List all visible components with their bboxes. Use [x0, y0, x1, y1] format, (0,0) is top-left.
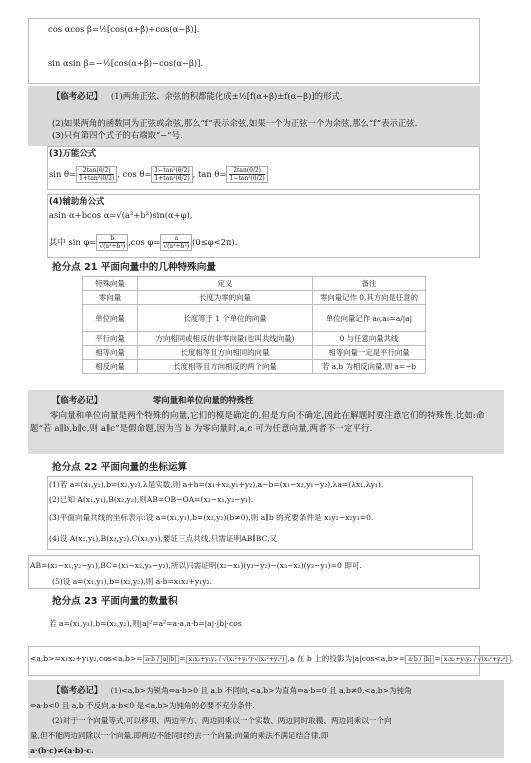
cos-product-formula: cos αcos β=½[cos(α+β)+cos(α−β)]. [48, 24, 200, 34]
cos-theta-fraction [151, 166, 192, 183]
point22-line5: AB=(x₂−x₁,y₂−y₁),BC=(x₃−x₂,y₃−y₂),所以只需证明(x₂−x₁)(y₃−y₂)−(x₃−x₂)(y₂−y₁)=0 即可. [30, 561, 362, 570]
cos-angle-fraction: a·b / |a||b| [143, 655, 180, 664]
sin-theta-numerator: 2tan(θ/2) [79, 167, 114, 175]
dot-product-coord: <a,b>=x₁x₂+y₁y₂,cos<a,b>= [30, 654, 143, 663]
point22-title: 抢分点 22 平面向量的坐标运算 [52, 462, 188, 473]
projection-text: ,a 在 b 上的投影为|a|cos<a,b>= [287, 654, 406, 663]
table-header: 备注 [313, 277, 426, 291]
sin-product-formula: sin αsin β=−½[cos(α+β)−cos(α−β)]. [48, 58, 204, 68]
point22-line1: (1)若 a=(x₁,y₁),b=(x₂,y₂),λ是实数,则 a+b=(x₁+x₂,y₁+y₂),a−b=(x₁−x₂,y₁−y₂),λa=(λx₁,λy₁). [49, 480, 384, 489]
note1-line2: (2)如果两角的函数同为正弦或余弦,那么“f”表示余弦,如果一个为正弦一个为余弦,那么“f”表示正弦. [52, 118, 418, 128]
note1-tag: 【临考必记】 [52, 91, 103, 101]
cos-theta-denominator: 1+tan²(θ/2) [154, 175, 190, 182]
table-cell: 相反向量 [83, 360, 138, 374]
table-cell: 相等向量一定是平行向量 [313, 346, 426, 360]
note2-subtitle: 零向量和单位向量的特殊性 [152, 395, 254, 405]
note2-body: 零向量和单位向量是两个特殊的向量,它们的模是确定的,但是方向不确定,因此在解题时要注意它们的特殊性.比如:命题“若 a∥b,b∥c,则 a∥c”是假命题,因为当 b 为零向量时,a,c 可为任意向量,两者不一定平行. [30, 410, 485, 434]
note2-header [52, 395, 253, 406]
table-row [83, 305, 426, 332]
point23-title: 抢分点 23 平面向量的数量积 [52, 596, 178, 607]
table-row [83, 291, 426, 305]
point23-line2: <a,b>=x₁x₂+y₁y₂,cos<a,b>= a·b / |a||b| = x₁x₂+y₁y₂ / √(x₁²+y₁²)·√(x₂²+y₂²) ,a 在 b 上的投影为|a|cos<a,b>= a·b / |b| = x₁x₂+y₁y₂ / √(x₂²+y₂²) . [30, 654, 514, 663]
table-cell: 若 a,b 为相反向量,则 a=−b [313, 360, 426, 374]
universal-formula-line [49, 166, 268, 183]
note3-tag: 【临考必记】 [52, 685, 103, 695]
table-cell: 单位向量记作 a₀,a₀=a/|a| [313, 305, 426, 332]
cos-phi-denominator: √(a²+b²) [163, 243, 190, 250]
sin-phi-denominator: √(a²+b²) [99, 243, 126, 250]
tan-theta-denominator: 1−tan²(θ/2) [229, 175, 265, 182]
universal-formula-title: (3)万能公式 [49, 148, 96, 158]
cos-angle-coord-fraction: x₁x₂+y₁y₂ / √(x₁²+y₁²)·√(x₂²+y₂²) [186, 655, 288, 664]
table-row [83, 360, 426, 374]
aux-angle-line2 [49, 234, 237, 251]
note3-line5: a·(b·c)≠(a·b)·c. [30, 746, 94, 755]
note1-line1: (1)两角正弦、余弦的积都能化成±½[f(α+β)±f(α−β)]的形式. [110, 91, 343, 101]
note1-line3: (3)只有第四个式子的右端取“−”号. [52, 130, 183, 140]
special-vectors-table [82, 276, 426, 374]
table-header-row [83, 277, 426, 291]
point22-line2: (2)已知 A(x₁,y₁),B(x₂,y₂),则AB=OB−OA=(x₂−x₁,y₂−y₁). [49, 495, 254, 504]
cos-theta-numerator: 1−tan²(θ/2) [154, 167, 190, 174]
table-cell: 相等向量 [83, 346, 138, 360]
cos-phi-numerator: a [163, 235, 189, 243]
table-cell: 平行向量 [83, 332, 138, 346]
projection-fraction: a·b / |b| [405, 655, 434, 664]
point21-title: 抢分点 21 平面向量中的几种特殊向量 [52, 262, 216, 273]
sin-theta-fraction [76, 166, 117, 183]
point22-line3: (3)平面向量共线的坐标表示:设 a=(x₁,y₁),b=(x₂,y₂)(b≠0),则 a∥b 的充要条件是 x₁y₂−x₂y₁=0. [49, 513, 374, 522]
table-cell: 0 与任意向量共线 [313, 332, 426, 346]
projection-coord-fraction: x₁x₂+y₁y₂ / √(x₂²+y₂²) [441, 655, 511, 664]
cos-theta-label: , cos θ= [117, 169, 152, 179]
table-cell: 长度相等且方向相同的向量 [138, 346, 313, 360]
note3-line4: 量,但不能两边同除以一个向量,即两边不能同时约去一个向量;向量的乘法不满足结合律,即 [30, 731, 329, 740]
table-cell: 零向量 [83, 291, 138, 305]
aux-angle-line1: asin α+bcos α=√(a²+b²)sin(α+φ), [49, 210, 193, 220]
tan-theta-fraction [226, 166, 267, 183]
table-cell: 方向相同或相反的非零向量(也叫共线向量) [138, 332, 313, 346]
aux-angle-title: (4)辅助角公式 [49, 196, 105, 206]
note2-tag: 【临考必记】 [52, 395, 103, 405]
table-header: 特殊向量 [83, 277, 138, 291]
table-header: 定义 [138, 277, 313, 291]
sin-phi-numerator: b [99, 235, 125, 243]
phi-range: (0≤φ<2π). [192, 237, 238, 247]
table-cell: 长度相等且方向相反的两个向量 [138, 360, 313, 374]
point22-line6: (5)设 a=(x₁,y₁),b=(x₂,y₂),则 a·b=x₁x₂+y₁y₂. [52, 577, 212, 586]
table-cell: 单位向量 [83, 305, 138, 332]
table-cell: 长度等于 1 个单位的向量 [138, 305, 313, 332]
tan-theta-numerator: 2tan(θ/2) [229, 167, 264, 175]
tan-theta-label: , tan θ= [192, 169, 227, 179]
note3-line2: ⇔a·b<0 且 a,b 不反向,a·b<0 是<a,b>为钝角的必要不充分条件. [30, 701, 255, 710]
note3-line1-row [52, 685, 412, 696]
note3-line1: (1)<a,b>为锐角⇔a·b>0 且 a,b 不同向,<a,b>为直角⇔a·b=0 且 a,b≠0,<a,b>为钝角 [110, 686, 412, 695]
projection-end: . [510, 654, 514, 663]
table-cell: 零向量记作 0,其方向是任意的 [313, 291, 426, 305]
note3-line3: (2)对于一个向量等式,可以移项、两边平方、两边同乘以一个实数、两边同时取模、两边同乘以一个向 [52, 716, 392, 725]
table-row [83, 332, 426, 346]
table-cell: 长度为零的向量 [138, 291, 313, 305]
note1-line1-row [52, 91, 342, 102]
point22-line4: (4)设 A(x₁,y₁),B(x₂,y₂),C(x₃,y₃),要证三点共线,只需证明AB∥BC,又 [49, 534, 278, 543]
sin-phi-fraction [96, 234, 128, 251]
cos-phi-fraction [160, 234, 192, 251]
sin-theta-denominator: 1+tan²(θ/2) [79, 175, 115, 182]
sin-phi-label: 其中 sin φ= [49, 237, 97, 247]
sin-theta-label: sin θ= [49, 169, 77, 179]
table-row [83, 346, 426, 360]
point23-line1: 若 a=(x₁,y₁),b=(x₂,y₂),则|a|²=a²=a·a,a·b=|a|·|b|·cos [49, 619, 242, 628]
cos-phi-label: ,cos φ= [128, 237, 161, 247]
